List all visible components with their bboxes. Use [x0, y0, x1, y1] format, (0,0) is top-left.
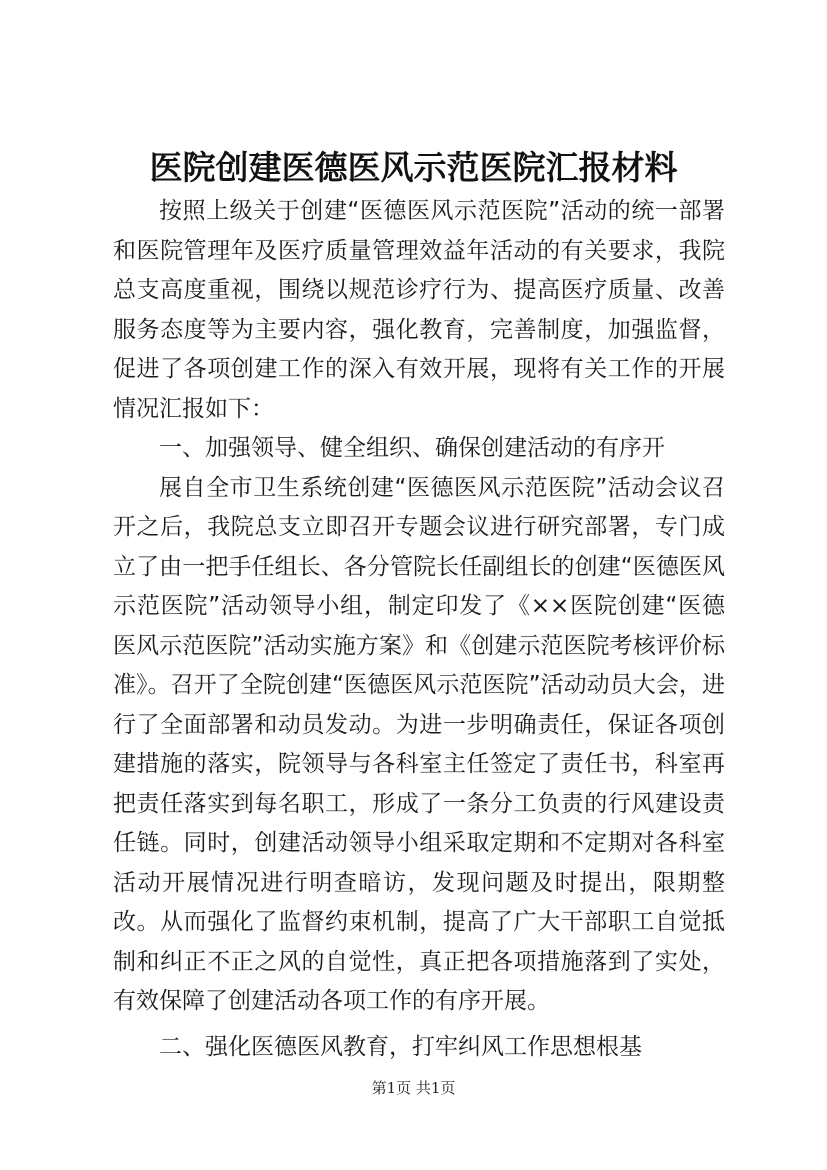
section-heading-1: 一、加强领导、健全组织、确保创建活动的有序开: [159, 435, 665, 461]
section-heading-2: 二、强化医德医风教育，打牢纠风工作思想根基: [159, 1033, 642, 1060]
intro-paragraph: 按照上级关于创建“医德医风示范医院”活动的统一部署和医院管理年及医疗质量管理效益年活动的有关要求，我院总支高度重视，围绕以规范诊疗行为、提高医疗质量、改善服务态度等为主要内容，强化教育，完善制度，加强监督，促进了各项创建工作的深入有效开展，现将有关工作的开展情况汇报如下：: [113, 198, 725, 422]
section-paragraph-1: 展自全市卫生系统创建“医德医风示范医院”活动会议召开之后，我院总支立即召开专题会议进行研究部署，专门成立了由一把手任组长、各分管院长任副组长的创建“医德医风示范医院”活动领导小组，制定印发了《××医院创建“医德医风示范医院”活动实施方案》和《创建示范医院考核评价标准》。召开了全院创建“医德医风示范医院”活动动员大会，进行了全面部署和动员发动。为进一步明确责任，保证各项创建措施的落实，院领导与各科室主任签定了责任书，科室再把责任落实到每名职工，形成了一条分工负责的行风建设责任链。同时，创建活动领导小组采取定期和不定期对各科室活动开展情况进行明查暗访，发现问题及时提出，限期整改。从而强化了监督约束机制，提高了广大干部职工自觉抵制和纠正不正之风的自觉性，真正把各项措施落到了实处，有效保障了创建活动各项工作的有序开展。: [113, 474, 725, 1014]
page-footer: 第1页 共1页: [371, 1079, 456, 1097]
document-body: [113, 192, 725, 1067]
document-title: 医院创建医德医风示范医院汇报材料: [149, 148, 678, 187]
